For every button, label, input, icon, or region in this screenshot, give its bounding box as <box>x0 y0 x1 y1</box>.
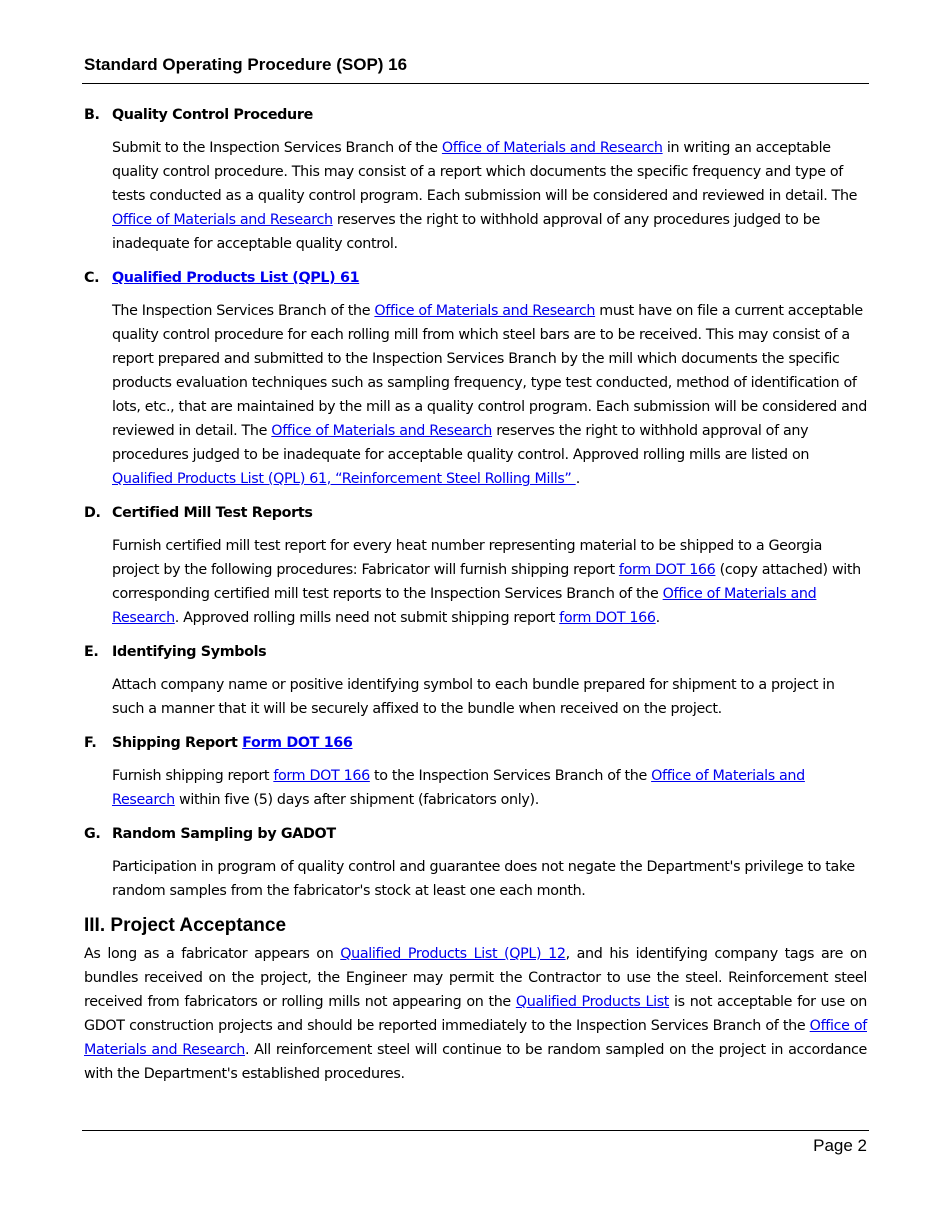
form-dot-166-link[interactable]: form DOT 166 <box>559 610 656 626</box>
section-title: Identifying Symbols <box>112 644 267 660</box>
section-letter: B. <box>84 107 100 123</box>
document-body <box>84 103 867 1086</box>
body-text: to the Inspection Services Branch of the <box>369 768 652 784</box>
form-dot-166-title-link[interactable]: Form DOT 166 <box>242 735 353 751</box>
omr-link[interactable]: Office of Materials and Research <box>84 1018 867 1058</box>
qpl-61-link[interactable]: Qualified Products List (QPL) 61, “Reinforcement Steel Rolling Mills” <box>112 471 576 487</box>
section-title: Shipping Report <box>112 735 243 751</box>
section-e-body <box>112 673 867 721</box>
section-letter: G. <box>84 826 101 842</box>
body-text: must have on file a current acceptable quality control procedure for each rolling mill from which steel bars are to be received. This may consist of a report prepared and submitted to the Inspection Services Branch by the mill which documents the specific products evaluation techniques such as sampling frequency, type test conducted, method of identification of lots, etc., that are maintained by the mill as a quality control program. Each submission will be considered and reviewed in detail. The <box>112 303 867 439</box>
body-text: reserves the right to withhold approval of any procedures judged to be inadequate for acceptable quality control. <box>112 212 820 252</box>
omr-link[interactable]: Office of Materials and Research <box>112 212 333 228</box>
form-dot-166-link[interactable]: form DOT 166 <box>273 768 370 784</box>
qpl-61-title-link[interactable]: Qualified Products List (QPL) 61 <box>112 270 360 286</box>
body-text: Submit to the Inspection Services Branch of the <box>112 140 442 156</box>
omr-link[interactable]: Office of Materials and Research <box>112 768 805 808</box>
form-dot-166-link[interactable]: form DOT 166 <box>618 562 716 578</box>
body-text: reserves the right to withhold approval of any procedures judged to be inadequate for acceptable quality control. Approved rolling mills are listed on <box>112 423 810 463</box>
omr-link[interactable]: Office of Materials and Research <box>441 140 663 156</box>
part-3-heading: III. Project Acceptance <box>84 915 287 936</box>
section-title: Quality Control Procedure <box>112 107 313 123</box>
omr-link[interactable]: Office of Materials and Research <box>374 303 596 319</box>
section-title: Random Sampling by GADOT <box>112 826 336 842</box>
omr-link[interactable]: Office of Materials and Research <box>112 586 817 626</box>
section-letter: C. <box>84 270 100 286</box>
qpl-link[interactable]: Qualified Products List <box>515 994 670 1010</box>
body-text: Attach company name or positive identifying symbol to each bundle prepared for shipment to a project in such a manner that it will be securely affixed to the bundle when received on the project. <box>112 677 835 717</box>
section-g-body <box>112 855 867 903</box>
page-header-title: Standard Operating Procedure (SOP) 16 <box>84 55 408 74</box>
body-text: The Inspection Services Branch of the <box>112 303 375 319</box>
body-text: , and his identifying company tags are on bundles received on the project, the Engineer may permit the Contractor to use the steel. Reinforcement steel received from fabricators or rolling mills not appearing on the <box>84 946 868 1010</box>
section-f-body <box>112 764 867 812</box>
section-d-heading <box>84 501 867 525</box>
section-b-body <box>112 136 867 256</box>
section-g-heading <box>84 822 867 846</box>
body-text: in writing an acceptable quality control procedure. This may consist of a report which documents the specific frequency and type of tests conducted as a quality control program. Each submission will be considered and reviewed in detail. The <box>112 140 858 204</box>
body-text: . <box>575 471 580 487</box>
section-e-heading <box>84 640 867 664</box>
body-text: (copy attached) with corresponding certified mill test reports to the Inspection Services Branch of the <box>112 562 861 602</box>
section-letter: E. <box>84 644 99 660</box>
body-text: . All reinforcement steel will continue to be random sampled on the project in accordance with the Department's established procedures. <box>84 1042 867 1082</box>
section-c-body <box>112 299 867 491</box>
qpl-12-link[interactable]: Qualified Products List (QPL) 12 <box>340 946 566 962</box>
header-divider <box>82 83 869 84</box>
section-d-body <box>112 534 867 630</box>
body-text: is not acceptable for use on GDOT construction projects and should be reported immediately to the Inspection Services Branch of the <box>84 994 868 1034</box>
section-b-heading <box>84 103 867 127</box>
omr-link[interactable]: Office of Materials and Research <box>271 423 493 439</box>
body-text: As long as a fabricator appears on <box>84 946 341 962</box>
body-text: Furnish shipping report <box>112 768 274 784</box>
body-text: . <box>655 610 660 626</box>
section-c-heading <box>84 266 867 290</box>
page-number: Page 2 <box>813 1136 867 1155</box>
section-letter: F. <box>84 735 97 751</box>
body-text: Furnish certified mill test report for every heat number representing material to be shipped to a Georgia project by the following procedures: Fabricator will furnish shipping report <box>112 538 823 578</box>
section-f-heading <box>84 731 867 755</box>
footer-divider <box>82 1130 869 1131</box>
part-3-body <box>84 942 867 1086</box>
body-text: within five (5) days after shipment (fabricators only). <box>174 792 539 808</box>
body-text: Participation in program of quality control and guarantee does not negate the Department's privilege to take random samples from the fabricator's stock at least one each month. <box>112 859 855 899</box>
section-title: Certified Mill Test Reports <box>112 505 313 521</box>
section-letter: D. <box>84 505 101 521</box>
body-text: . Approved rolling mills need not submit shipping report <box>174 610 560 626</box>
